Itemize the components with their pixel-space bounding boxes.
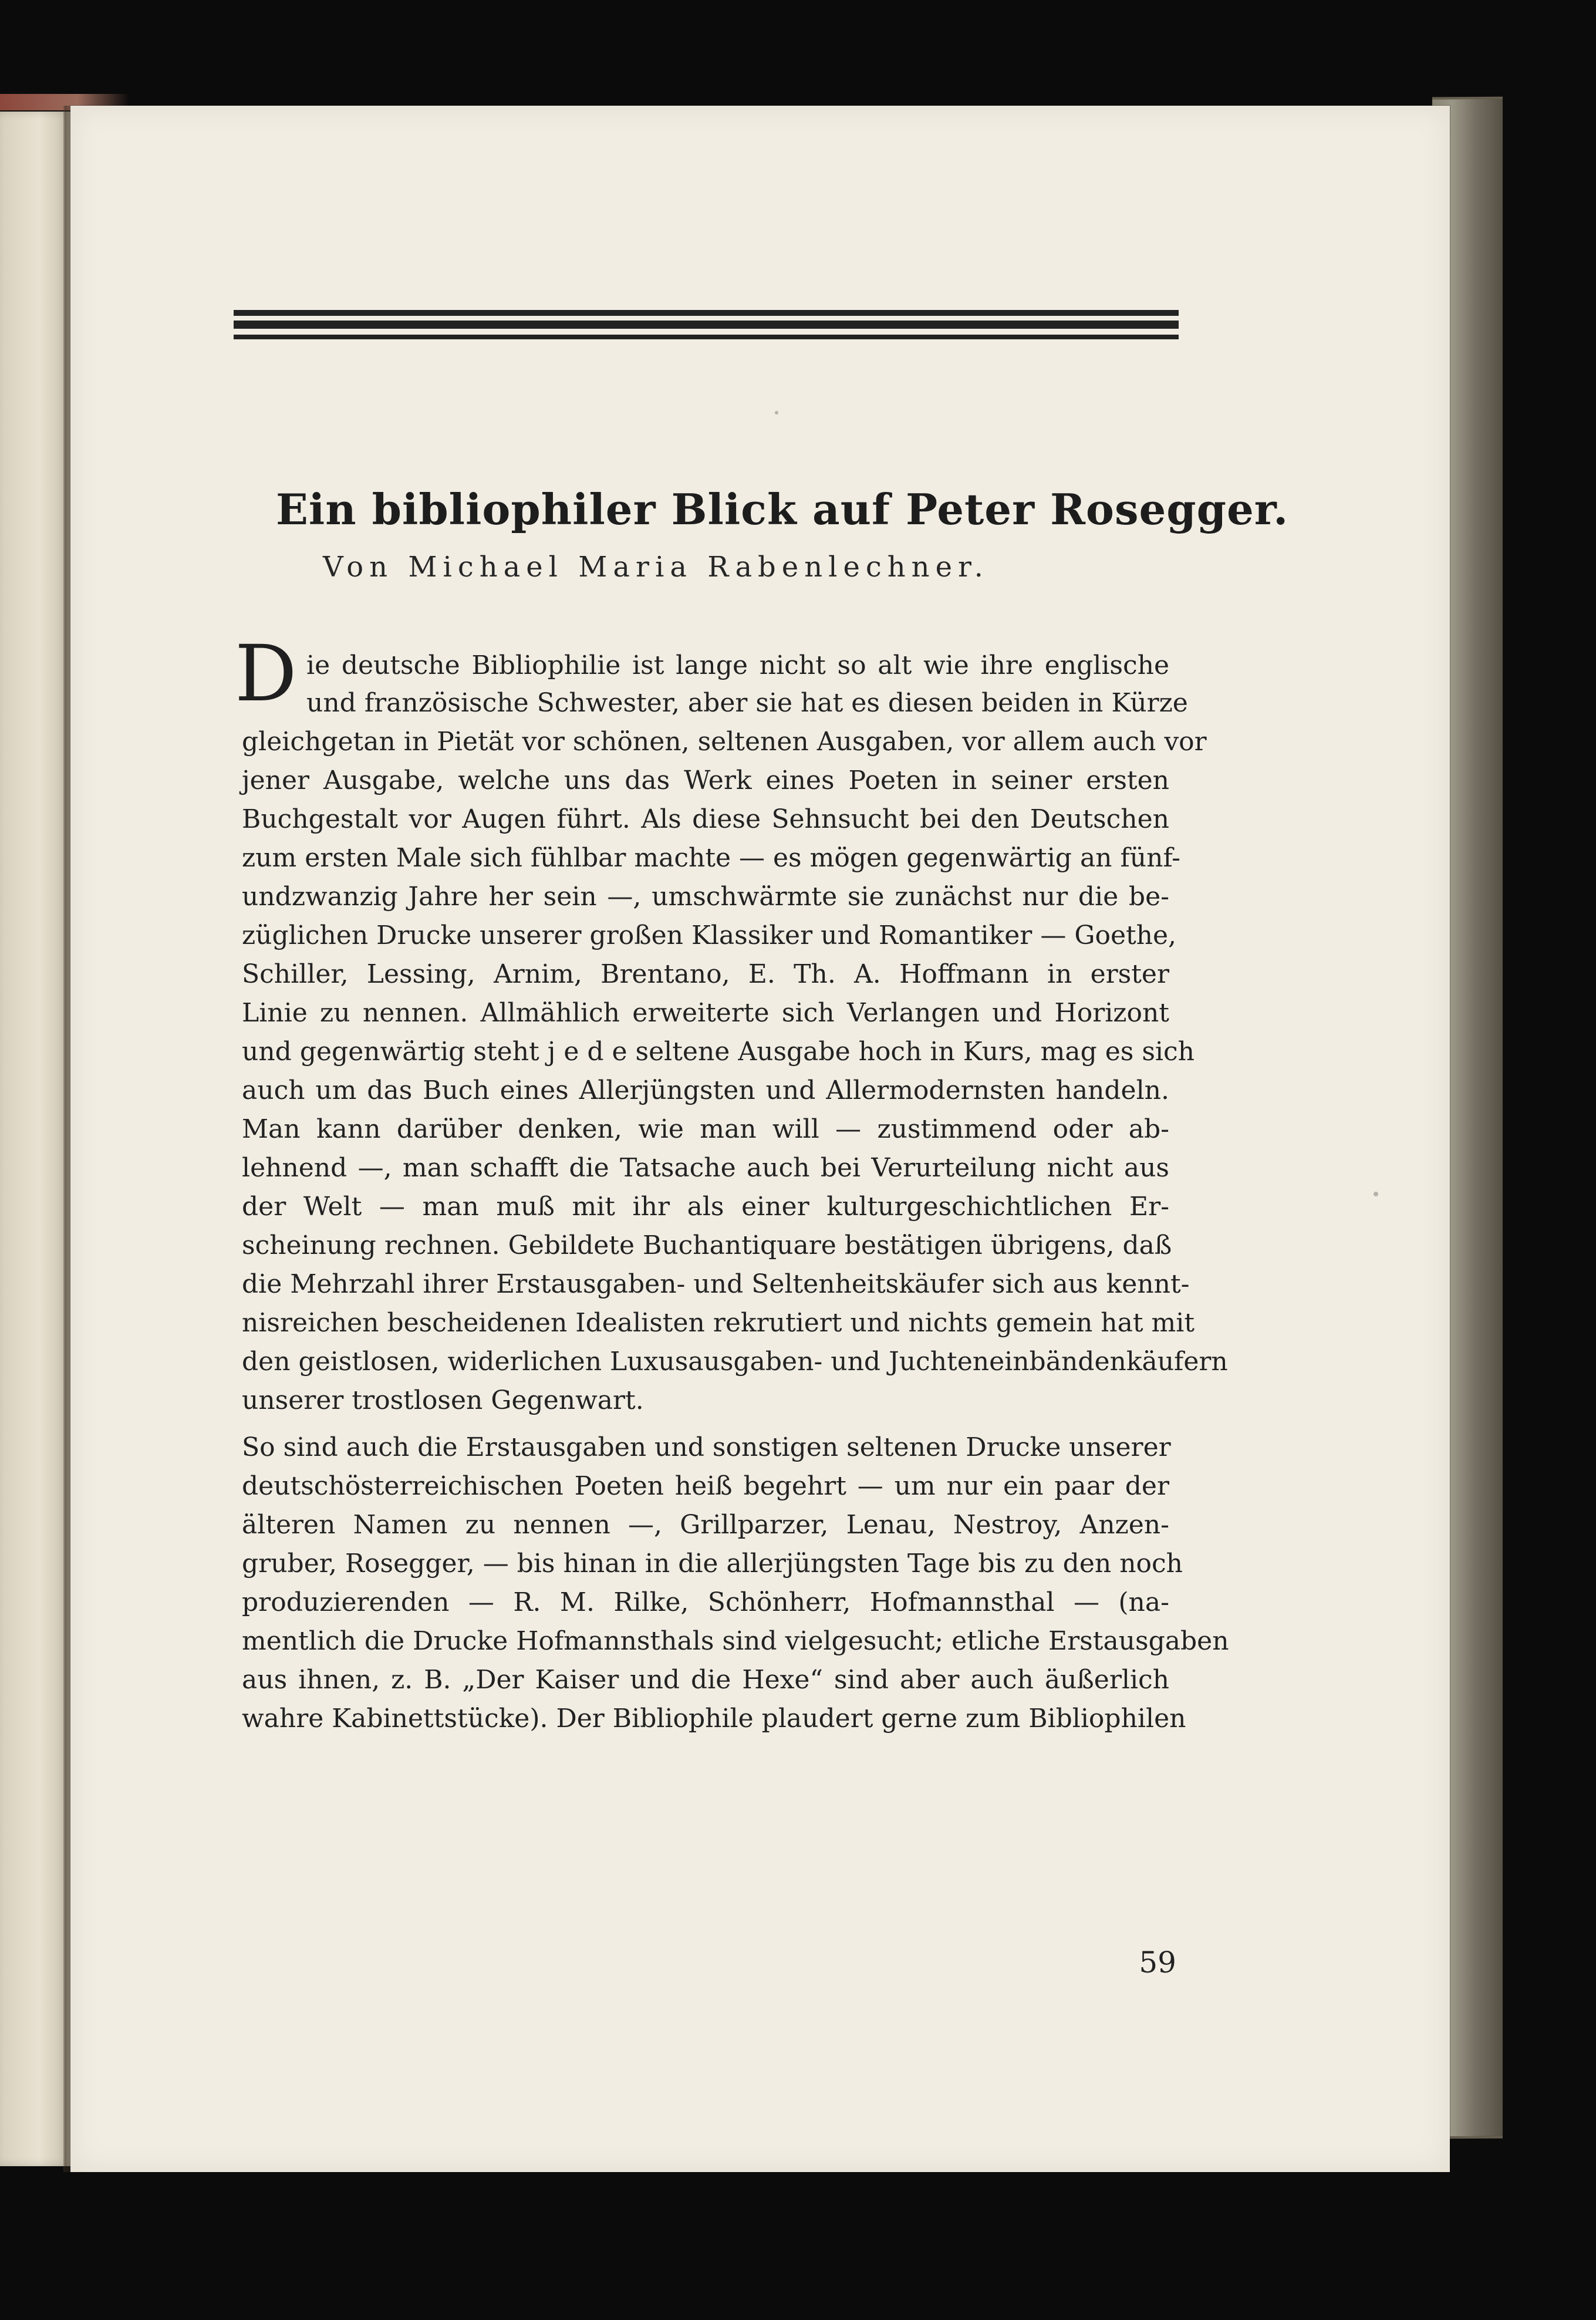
- body-line: den geistlosen, widerlichen Luxusausgaben- und Juchteneinbändenkäufern: [242, 1347, 1228, 1377]
- top-rule-thick: [234, 321, 1179, 329]
- body-line: und französische Schwester, aber sie hat es diesen beiden in Kürze: [306, 688, 1188, 718]
- paper-speck: [775, 411, 778, 414]
- body-line: Buchgestalt vor Augen führt. Als diese Sehnsucht bei den Deutschen: [242, 804, 1169, 834]
- body-line: produzierenden — R. M. Rilke, Schönherr, Hofmannsthal — (na-: [242, 1587, 1169, 1617]
- top-rule-thin-bottom: [234, 335, 1179, 339]
- body-line: So sind auch die Erstausgaben und sonstigen seltenen Drucke unserer: [242, 1432, 1171, 1462]
- body-line: gruber, Rosegger, — bis hinan in die allerjüngsten Tage bis zu den noch: [242, 1549, 1183, 1579]
- body-line: scheinung rechnen. Gebildete Buchantiquare bestätigen übrigens, daß: [242, 1230, 1172, 1260]
- body-line: Man kann darüber denken, wie man will — zustimmend oder ab-: [242, 1114, 1169, 1144]
- top-rule-thin: [234, 310, 1179, 316]
- body-line: auch um das Buch eines Allerjüngsten und Allermodernsten handeln.: [242, 1075, 1169, 1105]
- body-line: jener Ausgabe, welche uns das Werk eines Poeten in seiner ersten: [242, 766, 1169, 795]
- article-author: Von Michael Maria Rabenlechner.: [323, 551, 989, 584]
- body-line: die Mehrzahl ihrer Erstausgaben- und Seltenheitskäufer sich aus kennt-: [242, 1269, 1190, 1299]
- body-line: deutschösterreichischen Poeten heiß begehrt — um nur ein paar der: [242, 1471, 1169, 1501]
- drop-cap: D: [235, 629, 297, 719]
- body-line: mentlich die Drucke Hofmannsthals sind vielgesucht; etliche Erstausgaben: [242, 1626, 1229, 1656]
- body-line: unserer trostlosen Gegenwart.: [242, 1385, 644, 1415]
- body-line: wahre Kabinettstücke). Der Bibliophile plaudert gerne zum Bibliophilen: [242, 1704, 1186, 1734]
- body-line: nisreichen bescheidenen Idealisten rekrutiert und nichts gemein hat mit: [242, 1308, 1195, 1338]
- body-line: gleichgetan in Pietät vor schönen, seltenen Ausgaben, vor allem auch vor: [242, 727, 1207, 757]
- document-page: [70, 106, 1450, 2172]
- page-number: 59: [1139, 1945, 1176, 1980]
- body-line: und gegenwärtig steht j e d e seltene Ausgabe hoch in Kurs, mag es sich: [242, 1037, 1195, 1067]
- body-line: Schiller, Lessing, Arnim, Brentano, E. Th. A. Hoffmann in erster: [242, 959, 1169, 989]
- left-page-edge: [0, 112, 70, 2166]
- body-line: der Welt — man muß mit ihr als einer kulturgeschichtlichen Er-: [242, 1192, 1169, 1222]
- body-line: aus ihnen, z. B. „Der Kaiser und die Hexe“ sind aber auch äußerlich: [242, 1665, 1169, 1695]
- body-line: Linie zu nennen. Allmählich erweiterte sich Verlangen und Horizont: [242, 998, 1169, 1028]
- body-line: lehnend —, man schafft die Tatsache auch bei Verurteilung nicht aus: [242, 1153, 1169, 1183]
- paper-speck: [1374, 1192, 1378, 1196]
- body-line: undzwanzig Jahre her sein —, umschwärmte sie zunächst nur die be-: [242, 882, 1169, 912]
- article-title: Ein bibliophiler Blick auf Peter Rosegger.: [276, 484, 1289, 534]
- body-line: zum ersten Male sich fühlbar machte — es mögen gegenwärtig an fünf-: [242, 843, 1181, 873]
- body-line: züglichen Drucke unserer großen Klassiker und Romantiker — Goethe,: [242, 920, 1177, 950]
- body-line: älteren Namen zu nennen —, Grillparzer, Lenau, Nestroy, Anzen-: [242, 1510, 1169, 1540]
- body-line: ie deutsche Bibliophilie ist lange nicht so alt wie ihre englische: [306, 650, 1169, 680]
